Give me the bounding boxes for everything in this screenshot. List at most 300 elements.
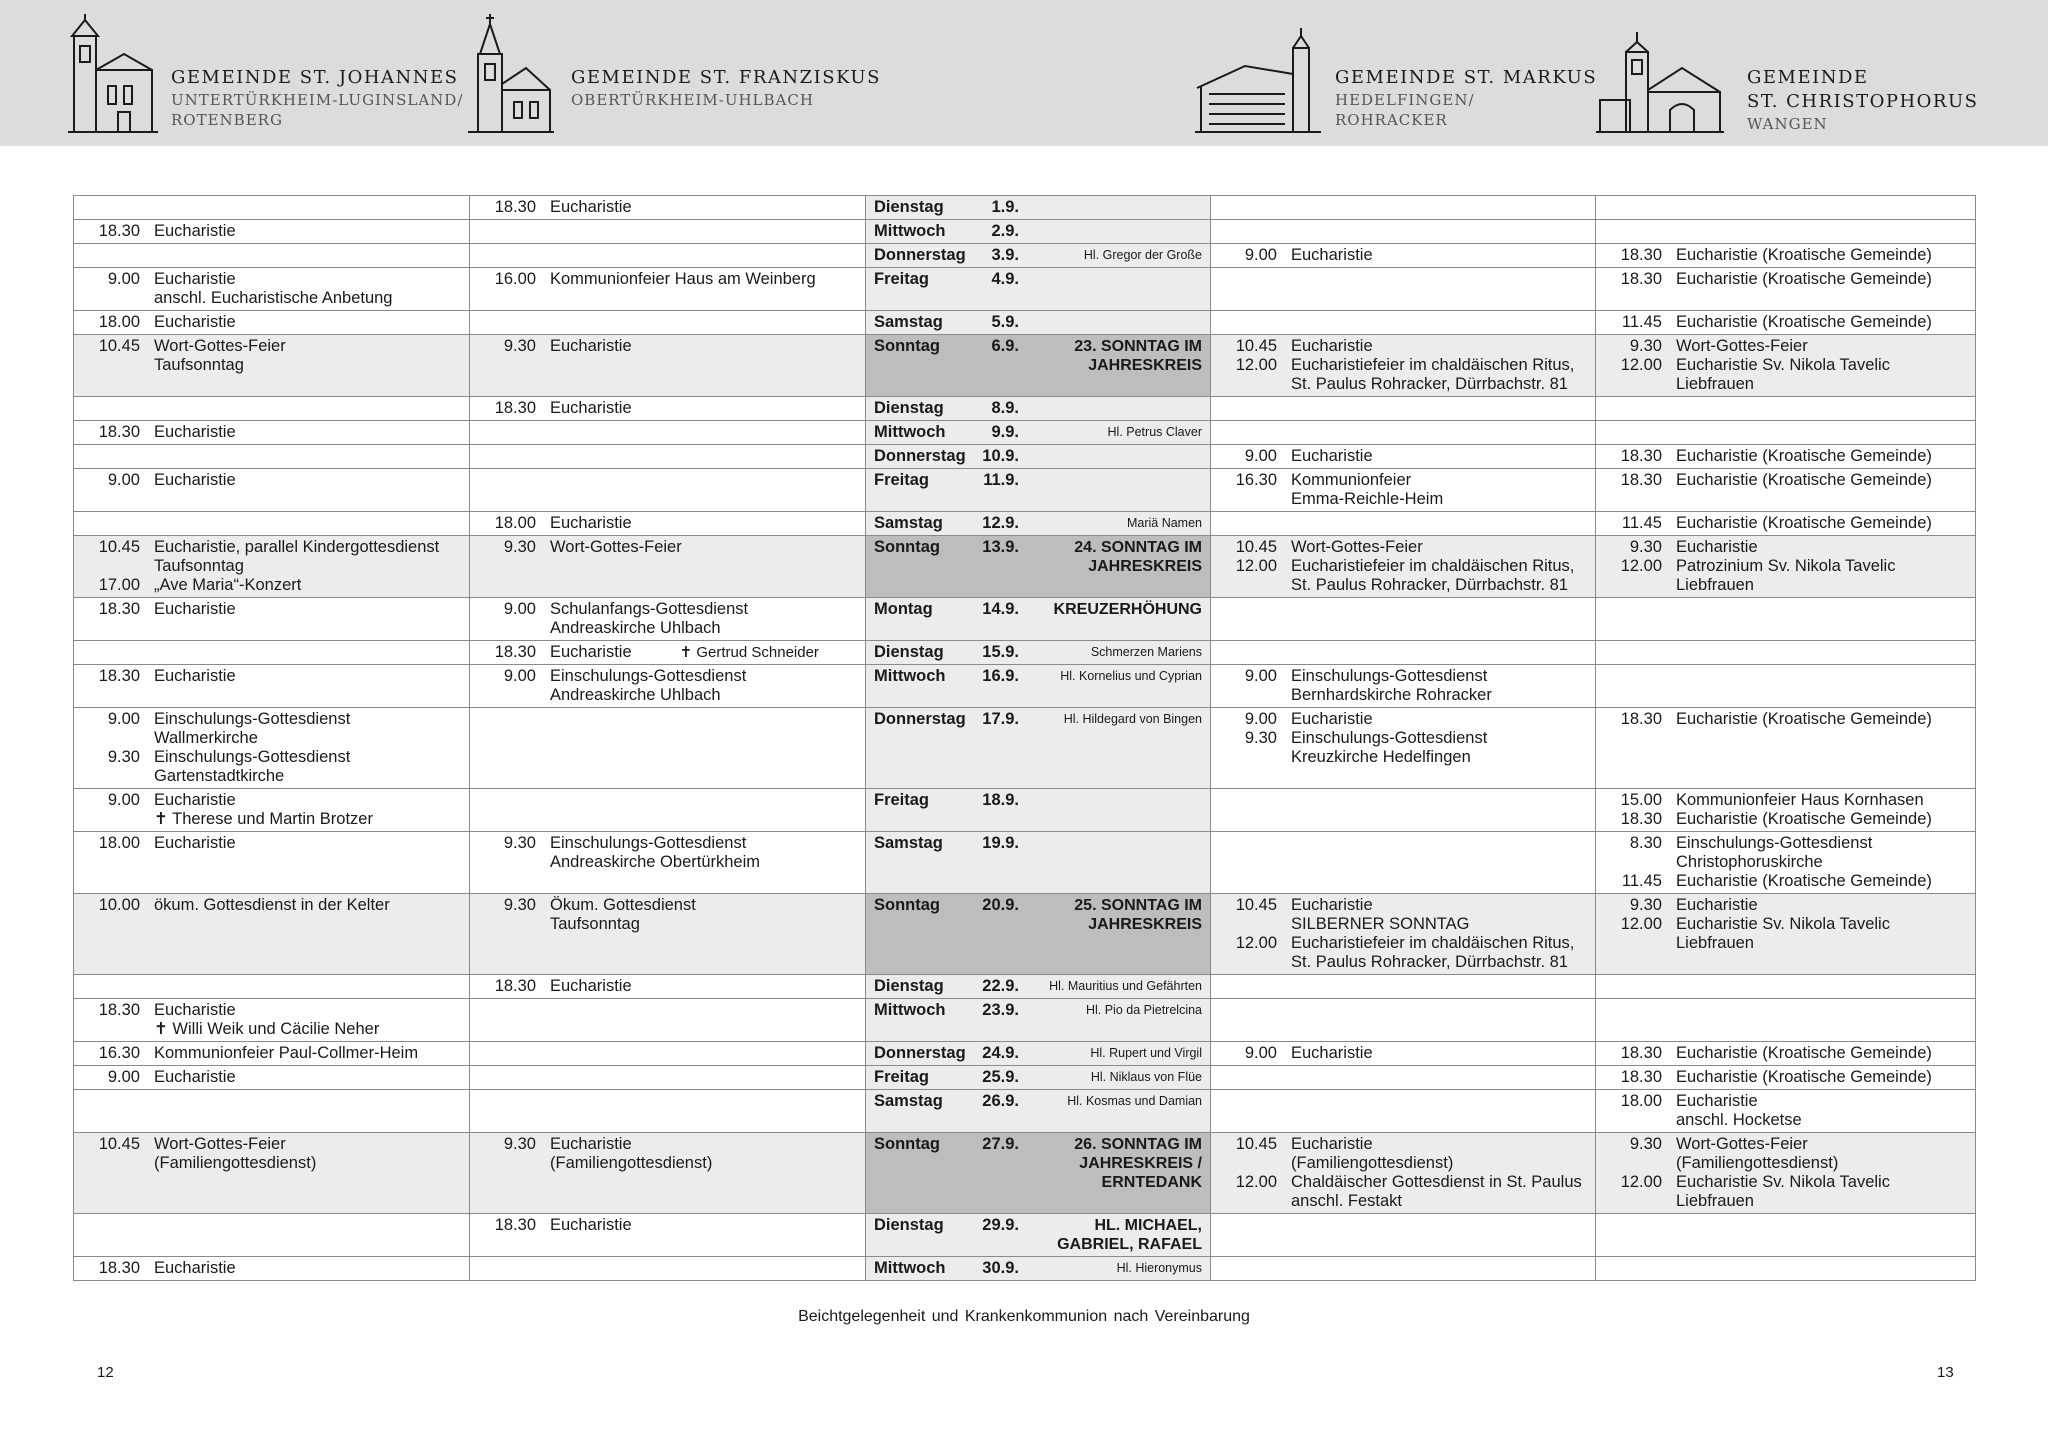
date: 2.9. xyxy=(991,222,1019,240)
feast-day: 26. SONNTAG IM JAHRESKREIS / ERNTEDANK xyxy=(1074,1136,1202,1191)
col-st-markus xyxy=(1211,999,1596,1042)
service-title-text: Einschulungs-Gottesdienst xyxy=(1676,834,1873,852)
feast-day: Hl. Kornelius und Cyprian xyxy=(1060,669,1202,683)
service-entry xyxy=(1219,1044,1587,1063)
service-entry xyxy=(1219,667,1587,686)
parish-name: ST. CHRISTOPHORUS xyxy=(1747,91,1979,112)
col-st-christophorus xyxy=(1596,894,1976,975)
service-time: 12.00 xyxy=(1620,356,1662,374)
service-entry xyxy=(1219,490,1587,509)
service-title-text: Eucharistie xyxy=(1291,1135,1373,1153)
date: 9.9. xyxy=(991,423,1019,441)
service-entry xyxy=(82,1020,461,1039)
col-st-markus xyxy=(1211,708,1596,789)
service-title-text: Eucharistie (Kroatische Gemeinde) xyxy=(1676,514,1932,532)
service-title-text: anschl. Hocketse xyxy=(1676,1111,1802,1129)
feast-day: KREUZERHÖHUNG xyxy=(1053,601,1202,618)
service-title-text: Einschulungs-Gottesdienst xyxy=(154,748,351,766)
weekday: Samstag xyxy=(874,1092,943,1110)
service-time: 9.30 xyxy=(503,834,536,852)
service-time: 9.30 xyxy=(107,748,140,766)
feast-day: Hl. Niklaus von Flüe xyxy=(1090,1070,1202,1084)
service-entry xyxy=(478,270,857,289)
service-title-text: (Familiengottesdienst) xyxy=(1676,1154,1839,1172)
weekday: Freitag xyxy=(874,270,930,288)
date: 25.9. xyxy=(982,1068,1019,1086)
date: 5.9. xyxy=(991,313,1019,331)
service-time: 9.00 xyxy=(503,667,536,685)
col-st-markus xyxy=(1211,975,1596,999)
service-entry xyxy=(82,600,461,619)
service-time xyxy=(1604,934,1676,953)
service-entry xyxy=(1604,915,1967,934)
service-entry xyxy=(1219,934,1587,953)
day-row xyxy=(874,643,1202,662)
col-st-johannes xyxy=(74,832,470,894)
weekday: Sonntag xyxy=(874,896,940,914)
day-row xyxy=(874,471,1202,490)
service-time: 9.30 xyxy=(1629,896,1662,914)
service-entry xyxy=(1604,791,1967,810)
col-st-franziskus xyxy=(470,536,866,598)
service-time: 9.30 xyxy=(1629,538,1662,556)
service-title-text: Ökum. Gottesdienst xyxy=(550,896,696,914)
weekday: Samstag xyxy=(874,834,943,852)
weekday: Dienstag xyxy=(874,198,944,216)
date: 23.9. xyxy=(982,1001,1019,1019)
service-title-text: Andreaskirche Obertürkheim xyxy=(550,853,761,871)
service-entry xyxy=(1219,896,1587,915)
service-title xyxy=(1676,791,1967,810)
service-title-text: Wort-Gottes-Feier xyxy=(1291,538,1423,556)
service-title-text: Eucharistie (Kroatische Gemeinde) xyxy=(1676,1068,1932,1086)
col-day xyxy=(866,1133,1211,1214)
service-title xyxy=(1291,1154,1587,1173)
service-entry xyxy=(82,471,461,490)
service-title xyxy=(1676,872,1967,891)
col-st-christophorus xyxy=(1596,1133,1976,1214)
col-st-markus xyxy=(1211,397,1596,421)
date: 26.9. xyxy=(982,1092,1019,1110)
service-title-text: Eucharistie xyxy=(154,313,236,331)
parish-subtitle: UNTERTÜRKHEIM-LUGINSLAND/ xyxy=(171,91,464,109)
service-entry xyxy=(82,557,461,576)
service-time: 18.30 xyxy=(98,600,140,618)
service-title-text: Eucharistie xyxy=(154,222,236,240)
weekday: Montag xyxy=(874,600,933,618)
service-entry xyxy=(1219,915,1587,934)
col-st-johannes xyxy=(74,1214,470,1257)
date: 22.9. xyxy=(982,977,1019,995)
service-title xyxy=(1676,1192,1967,1211)
table-row xyxy=(74,196,1976,220)
service-title-text: Eucharistie Sv. Nikola Tavelic xyxy=(1676,356,1890,374)
day-row xyxy=(874,834,1202,853)
col-day xyxy=(866,999,1211,1042)
day-row xyxy=(874,791,1202,810)
church-st-christophorus-icon xyxy=(1596,14,1724,136)
col-st-markus xyxy=(1211,469,1596,512)
col-day xyxy=(866,598,1211,641)
day-row xyxy=(874,447,1202,466)
service-title xyxy=(154,356,461,375)
service-entry xyxy=(1219,375,1587,394)
service-title xyxy=(1676,1044,1967,1063)
service-title xyxy=(1676,934,1967,953)
service-time: 18.30 xyxy=(98,667,140,685)
service-time: 9.00 xyxy=(107,710,140,728)
service-time: 16.00 xyxy=(494,270,536,288)
service-title-text: Wort-Gottes-Feier xyxy=(1676,337,1808,355)
service-title xyxy=(550,619,857,638)
service-title xyxy=(1291,1173,1587,1192)
date: 15.9. xyxy=(982,643,1019,661)
service-entry xyxy=(1604,1111,1967,1130)
service-entry xyxy=(1604,270,1967,289)
feast-day: Hl. Gregor der Große xyxy=(1083,248,1202,262)
service-entry xyxy=(82,270,461,289)
col-st-markus xyxy=(1211,244,1596,268)
feast-day: Hl. Kosmas und Damian xyxy=(1067,1094,1202,1108)
col-st-christophorus xyxy=(1596,220,1976,244)
service-title-text: ✝ Therese und Martin Brotzer xyxy=(154,810,373,828)
service-title-text: Eucharistie (Kroatische Gemeinde) xyxy=(1676,710,1932,728)
date: 24.9. xyxy=(982,1044,1019,1062)
service-title-text: Eucharistie xyxy=(1676,1092,1758,1110)
service-time: 10.45 xyxy=(1235,337,1277,355)
table-row xyxy=(74,1066,1976,1090)
table-row xyxy=(74,536,1976,598)
service-time: 10.45 xyxy=(1235,1135,1277,1153)
parish-name: GEMEINDE ST. MARKUS xyxy=(1335,67,1598,88)
service-entry xyxy=(478,896,857,915)
service-time: 9.30 xyxy=(503,538,536,556)
service-time xyxy=(82,289,154,308)
table-row xyxy=(74,1133,1976,1214)
col-day xyxy=(866,1257,1211,1281)
table-row xyxy=(74,975,1976,999)
col-st-christophorus xyxy=(1596,335,1976,397)
service-title xyxy=(1291,934,1587,953)
service-entry xyxy=(1219,538,1587,557)
col-st-franziskus xyxy=(470,268,866,311)
col-st-christophorus xyxy=(1596,536,1976,598)
service-time: 18.30 xyxy=(1620,810,1662,828)
service-title xyxy=(550,853,857,872)
service-title-text: St. Paulus Rohracker, Dürrbachstr. 81 xyxy=(1291,375,1568,393)
col-st-franziskus xyxy=(470,1133,866,1214)
day-row xyxy=(874,600,1202,619)
service-entry xyxy=(82,667,461,686)
service-title-text: Eucharistie xyxy=(550,1216,632,1234)
day-row xyxy=(874,246,1202,265)
col-st-markus xyxy=(1211,512,1596,536)
service-title xyxy=(1291,915,1587,934)
col-st-franziskus xyxy=(470,421,866,445)
service-title-text: Chaldäischer Gottesdienst in St. Paulus xyxy=(1291,1173,1582,1191)
col-st-markus xyxy=(1211,196,1596,220)
col-st-christophorus xyxy=(1596,832,1976,894)
weekday: Samstag xyxy=(874,313,943,331)
col-st-markus xyxy=(1211,1257,1596,1281)
service-entry xyxy=(478,667,857,686)
col-st-christophorus xyxy=(1596,598,1976,641)
day-row xyxy=(874,1068,1202,1087)
service-title xyxy=(1676,1092,1967,1111)
col-st-christophorus xyxy=(1596,311,1976,335)
col-day xyxy=(866,1090,1211,1133)
weekday: Donnerstag xyxy=(874,447,966,465)
service-entry xyxy=(1604,471,1967,490)
service-title xyxy=(154,1068,461,1087)
service-title-text: Eucharistie xyxy=(154,1068,236,1086)
service-title-text: Eucharistie xyxy=(154,791,236,809)
service-entry xyxy=(82,896,461,915)
footer-note: Beichtgelegenheit und Krankenkommunion nach Vereinbarung xyxy=(798,1308,1250,1325)
col-st-franziskus xyxy=(470,665,866,708)
col-day xyxy=(866,1066,1211,1090)
service-entry xyxy=(1604,1173,1967,1192)
service-title xyxy=(1676,356,1967,375)
weekday: Dienstag xyxy=(874,643,944,661)
service-title xyxy=(154,667,461,686)
service-title xyxy=(154,337,461,356)
day-row xyxy=(874,538,1202,576)
feast-day: Hl. Hildegard von Bingen xyxy=(1063,712,1202,726)
service-title xyxy=(1676,270,1967,289)
service-title xyxy=(1291,748,1587,767)
service-title-text: Eucharistie (Kroatische Gemeinde) xyxy=(1676,810,1932,828)
service-title-text: Eucharistie xyxy=(154,834,236,852)
service-title xyxy=(1291,710,1587,729)
service-title-text: Andreaskirche Uhlbach xyxy=(550,619,721,637)
service-time: 9.30 xyxy=(503,896,536,914)
service-title xyxy=(550,538,857,557)
col-day xyxy=(866,397,1211,421)
service-entry xyxy=(82,313,461,332)
service-title-text: Taufsonntag xyxy=(154,557,244,575)
col-st-christophorus xyxy=(1596,789,1976,832)
feast-day: Hl. Mauritius und Gefährten xyxy=(1049,979,1202,993)
date: 3.9. xyxy=(991,246,1019,264)
date: 12.9. xyxy=(982,514,1019,532)
col-st-christophorus xyxy=(1596,1214,1976,1257)
weekday: Dienstag xyxy=(874,977,944,995)
col-st-christophorus xyxy=(1596,641,1976,665)
service-entry xyxy=(1604,337,1967,356)
date: 10.9. xyxy=(982,447,1019,465)
table-row xyxy=(74,220,1976,244)
table-row xyxy=(74,244,1976,268)
col-st-markus xyxy=(1211,665,1596,708)
col-st-franziskus xyxy=(470,397,866,421)
service-time: 9.30 xyxy=(503,337,536,355)
col-st-johannes xyxy=(74,1257,470,1281)
service-entry xyxy=(1604,1192,1967,1211)
service-time: 10.00 xyxy=(98,896,140,914)
service-title-text: Eucharistie xyxy=(550,198,632,216)
table-row xyxy=(74,311,1976,335)
service-title-text: (Familiengottesdienst) xyxy=(154,1154,317,1172)
service-title-text: Wallmerkirche xyxy=(154,729,258,747)
service-title xyxy=(1291,471,1587,490)
service-title xyxy=(1676,810,1967,829)
service-title xyxy=(1676,834,1967,853)
weekday: Sonntag xyxy=(874,337,940,355)
col-st-johannes xyxy=(74,665,470,708)
service-time: 17.00 xyxy=(98,576,140,594)
feast-day: HL. MICHAEL, GABRIEL, RAFAEL xyxy=(1057,1217,1202,1253)
service-title xyxy=(1291,447,1587,466)
service-title xyxy=(1291,953,1587,972)
service-title-text: Eucharistie xyxy=(550,643,632,661)
col-st-franziskus xyxy=(470,335,866,397)
service-entry xyxy=(478,514,857,533)
service-title-text: Einschulungs-Gottesdienst xyxy=(154,710,351,728)
parish-name: GEMEINDE xyxy=(1747,67,1869,88)
service-title-text: „Ave Maria“-Konzert xyxy=(154,576,302,594)
day-row xyxy=(874,423,1202,442)
col-st-johannes xyxy=(74,335,470,397)
day-row xyxy=(874,896,1202,934)
feast-day: Hl. Petrus Claver xyxy=(1107,425,1202,439)
service-entry xyxy=(1604,710,1967,729)
service-title xyxy=(550,686,857,705)
service-time xyxy=(1219,686,1291,705)
service-title xyxy=(154,710,461,729)
service-title-text: Eucharistie xyxy=(1676,896,1758,914)
service-time: 10.45 xyxy=(98,538,140,556)
day-row xyxy=(874,710,1202,729)
date: 8.9. xyxy=(991,399,1019,417)
date: 17.9. xyxy=(982,710,1019,728)
service-time xyxy=(1219,490,1291,509)
table-row xyxy=(74,999,1976,1042)
col-st-christophorus xyxy=(1596,196,1976,220)
service-title-text: Einschulungs-Gottesdienst xyxy=(550,834,747,852)
service-entry xyxy=(1604,896,1967,915)
service-entry xyxy=(1219,471,1587,490)
service-entry xyxy=(478,1154,857,1173)
service-time: 18.30 xyxy=(1620,270,1662,288)
col-st-franziskus xyxy=(470,789,866,832)
date: 1.9. xyxy=(991,198,1019,216)
col-st-markus xyxy=(1211,536,1596,598)
service-time: 18.30 xyxy=(494,643,536,661)
service-entry xyxy=(478,538,857,557)
service-title xyxy=(154,538,461,557)
service-time: 9.00 xyxy=(107,1068,140,1086)
day-row xyxy=(874,977,1202,996)
service-time xyxy=(1219,953,1291,972)
service-time xyxy=(1604,1111,1676,1130)
service-title-text: Liebfrauen xyxy=(1676,576,1754,594)
service-entry xyxy=(1604,810,1967,829)
service-time xyxy=(478,619,550,638)
service-title xyxy=(550,1154,857,1173)
service-entry xyxy=(82,1044,461,1063)
service-title-text: anschl. Festakt xyxy=(1291,1192,1402,1210)
service-time: 11.45 xyxy=(1621,514,1662,532)
col-st-johannes xyxy=(74,708,470,789)
parish-name: GEMEINDE ST. JOHANNES xyxy=(171,67,459,88)
feast-day: Schmerzen Mariens xyxy=(1090,645,1202,659)
parish-subtitle: ROHRACKER xyxy=(1335,111,1448,129)
service-time: 10.45 xyxy=(98,337,140,355)
service-title-text: Emma-Reichle-Heim xyxy=(1291,490,1444,508)
service-title xyxy=(1291,375,1587,394)
table-row xyxy=(74,665,1976,708)
service-entry xyxy=(82,576,461,595)
service-title xyxy=(1291,356,1587,375)
service-time: 18.30 xyxy=(1620,447,1662,465)
service-title xyxy=(1291,667,1587,686)
service-title xyxy=(550,667,857,686)
col-day xyxy=(866,708,1211,789)
service-entry xyxy=(82,222,461,241)
service-title xyxy=(1291,337,1587,356)
service-title-text: Kommunionfeier xyxy=(1291,471,1412,489)
service-title-text: Wort-Gottes-Feier xyxy=(154,1135,286,1153)
service-time: 18.30 xyxy=(98,1259,140,1277)
col-st-markus xyxy=(1211,335,1596,397)
service-entry xyxy=(82,1135,461,1154)
table-row xyxy=(74,469,1976,512)
service-title-text: Kommunionfeier Haus am Weinberg xyxy=(550,270,816,288)
service-entry xyxy=(82,810,461,829)
weekday: Mittwoch xyxy=(874,423,946,441)
service-title-text: Eucharistie (Kroatische Gemeinde) xyxy=(1676,313,1932,331)
service-title xyxy=(154,1044,461,1063)
service-time: 9.00 xyxy=(1244,447,1277,465)
service-title xyxy=(1676,1154,1967,1173)
col-st-markus xyxy=(1211,1042,1596,1066)
col-day xyxy=(866,421,1211,445)
memorial-note: ✝ Gertrud Schneider xyxy=(679,644,819,661)
date: 4.9. xyxy=(991,270,1019,288)
page-number-right: 13 xyxy=(1937,1364,1954,1381)
service-time xyxy=(82,356,154,375)
date: 30.9. xyxy=(982,1259,1019,1277)
col-day xyxy=(866,335,1211,397)
service-entry xyxy=(1604,246,1967,265)
service-title-text: St. Paulus Rohracker, Dürrbachstr. 81 xyxy=(1291,576,1568,594)
service-title-text: Schulanfangs-Gottesdienst xyxy=(550,600,749,618)
service-title xyxy=(154,1154,461,1173)
service-title xyxy=(550,643,857,662)
service-title-text: Eucharistie xyxy=(550,337,632,355)
service-time: 9.00 xyxy=(1244,246,1277,264)
service-title-text: Eucharistie (Kroatische Gemeinde) xyxy=(1676,872,1932,890)
col-st-johannes xyxy=(74,536,470,598)
table-row xyxy=(74,445,1976,469)
service-time: 18.30 xyxy=(1620,710,1662,728)
service-title-text: Eucharistie xyxy=(154,1001,236,1019)
col-st-markus xyxy=(1211,789,1596,832)
service-title xyxy=(1291,1192,1587,1211)
col-day xyxy=(866,1214,1211,1257)
col-st-christophorus xyxy=(1596,445,1976,469)
col-st-johannes xyxy=(74,244,470,268)
service-time xyxy=(1604,375,1676,394)
service-entry xyxy=(1604,447,1967,466)
weekday: Samstag xyxy=(874,514,943,532)
service-entry xyxy=(82,1001,461,1020)
feast-day: 24. SONNTAG IM JAHRESKREIS xyxy=(1074,539,1202,575)
col-day xyxy=(866,789,1211,832)
service-title xyxy=(550,600,857,619)
service-time: 9.00 xyxy=(1244,710,1277,728)
